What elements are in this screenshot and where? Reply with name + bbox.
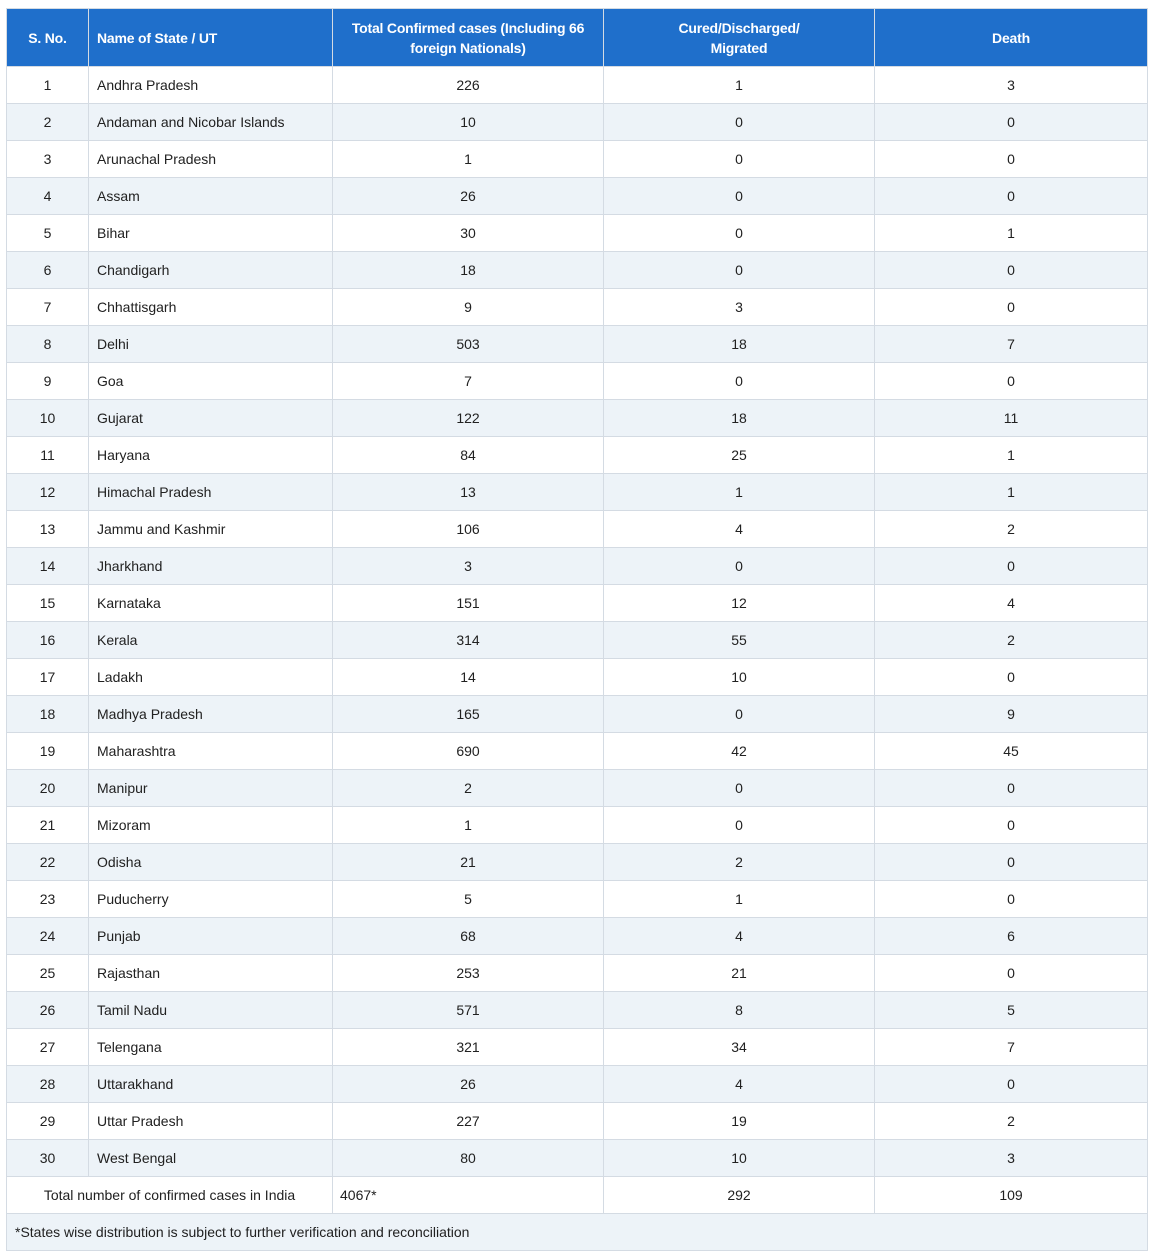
cell-sno: 2 bbox=[7, 104, 89, 141]
table-row bbox=[7, 1140, 1148, 1177]
table-row bbox=[7, 659, 1148, 696]
cell-state: Chandigarh bbox=[89, 252, 333, 289]
table-row bbox=[7, 363, 1148, 400]
cell-confirmed: 151 bbox=[333, 585, 604, 622]
note-row bbox=[7, 1214, 1148, 1251]
cell-confirmed: 253 bbox=[333, 955, 604, 992]
table-row bbox=[7, 67, 1148, 104]
cell-cured: 55 bbox=[604, 622, 875, 659]
cell-sno: 19 bbox=[7, 733, 89, 770]
cell-state: Jammu and Kashmir bbox=[89, 511, 333, 548]
table-row bbox=[7, 992, 1148, 1029]
cell-confirmed: 68 bbox=[333, 918, 604, 955]
cell-cured: 18 bbox=[604, 326, 875, 363]
table-row bbox=[7, 326, 1148, 363]
cell-cured: 0 bbox=[604, 696, 875, 733]
footnote: *States wise distribution is subject to further verification and reconciliation bbox=[7, 1214, 1148, 1251]
header-confirmed[interactable] bbox=[333, 9, 604, 67]
cell-death: 0 bbox=[875, 104, 1148, 141]
cell-cured: 1 bbox=[604, 474, 875, 511]
table-row bbox=[7, 807, 1148, 844]
cell-cured: 8 bbox=[604, 992, 875, 1029]
cell-sno: 30 bbox=[7, 1140, 89, 1177]
cell-sno: 17 bbox=[7, 659, 89, 696]
cell-state: Punjab bbox=[89, 918, 333, 955]
cell-state: Jharkhand bbox=[89, 548, 333, 585]
table-row bbox=[7, 511, 1148, 548]
cell-death: 2 bbox=[875, 511, 1148, 548]
cell-state: Haryana bbox=[89, 437, 333, 474]
table-row bbox=[7, 548, 1148, 585]
cell-death: 45 bbox=[875, 733, 1148, 770]
cell-confirmed: 314 bbox=[333, 622, 604, 659]
table-row bbox=[7, 215, 1148, 252]
cell-sno: 8 bbox=[7, 326, 89, 363]
cell-sno: 9 bbox=[7, 363, 89, 400]
cell-confirmed: 571 bbox=[333, 992, 604, 1029]
cell-state: Odisha bbox=[89, 844, 333, 881]
cell-confirmed: 30 bbox=[333, 215, 604, 252]
cell-cured: 42 bbox=[604, 733, 875, 770]
cell-confirmed: 690 bbox=[333, 733, 604, 770]
cell-death: 1 bbox=[875, 474, 1148, 511]
cell-cured: 1 bbox=[604, 881, 875, 918]
cell-sno: 21 bbox=[7, 807, 89, 844]
cell-death: 0 bbox=[875, 1066, 1148, 1103]
cell-sno: 25 bbox=[7, 955, 89, 992]
cell-cured: 3 bbox=[604, 289, 875, 326]
cell-cured: 19 bbox=[604, 1103, 875, 1140]
cell-cured: 0 bbox=[604, 215, 875, 252]
cell-cured: 0 bbox=[604, 141, 875, 178]
cell-death: 5 bbox=[875, 992, 1148, 1029]
cell-confirmed: 9 bbox=[333, 289, 604, 326]
cell-confirmed: 26 bbox=[333, 178, 604, 215]
cell-state: Andhra Pradesh bbox=[89, 67, 333, 104]
cell-confirmed: 1 bbox=[333, 807, 604, 844]
cell-confirmed: 2 bbox=[333, 770, 604, 807]
cell-cured: 0 bbox=[604, 770, 875, 807]
cell-death: 0 bbox=[875, 548, 1148, 585]
table-row bbox=[7, 437, 1148, 474]
cell-sno: 20 bbox=[7, 770, 89, 807]
cell-death: 0 bbox=[875, 770, 1148, 807]
cell-confirmed: 10 bbox=[333, 104, 604, 141]
cell-cured: 4 bbox=[604, 918, 875, 955]
cell-state: Kerala bbox=[89, 622, 333, 659]
cell-cured: 0 bbox=[604, 178, 875, 215]
cell-confirmed: 122 bbox=[333, 400, 604, 437]
cell-death: 0 bbox=[875, 363, 1148, 400]
cell-death: 0 bbox=[875, 659, 1148, 696]
cell-death: 0 bbox=[875, 881, 1148, 918]
table-header bbox=[7, 9, 1148, 67]
cell-state: Rajasthan bbox=[89, 955, 333, 992]
total-label: Total number of confirmed cases in India bbox=[7, 1177, 333, 1214]
cell-death: 0 bbox=[875, 252, 1148, 289]
table-row bbox=[7, 696, 1148, 733]
cell-death: 0 bbox=[875, 141, 1148, 178]
cell-cured: 4 bbox=[604, 1066, 875, 1103]
cell-cured: 0 bbox=[604, 807, 875, 844]
cell-sno: 15 bbox=[7, 585, 89, 622]
cell-state: Uttar Pradesh bbox=[89, 1103, 333, 1140]
header-row bbox=[7, 9, 1148, 67]
cell-death: 4 bbox=[875, 585, 1148, 622]
cell-sno: 24 bbox=[7, 918, 89, 955]
cell-sno: 5 bbox=[7, 215, 89, 252]
cell-confirmed: 503 bbox=[333, 326, 604, 363]
cell-state: Telengana bbox=[89, 1029, 333, 1066]
cell-confirmed: 14 bbox=[333, 659, 604, 696]
cell-state: Himachal Pradesh bbox=[89, 474, 333, 511]
cell-state: Tamil Nadu bbox=[89, 992, 333, 1029]
cell-confirmed: 84 bbox=[333, 437, 604, 474]
table-row bbox=[7, 585, 1148, 622]
cell-confirmed: 106 bbox=[333, 511, 604, 548]
table-row bbox=[7, 141, 1148, 178]
cell-confirmed: 21 bbox=[333, 844, 604, 881]
cell-state: Delhi bbox=[89, 326, 333, 363]
total-confirmed: 4067* bbox=[333, 1177, 604, 1214]
cell-cured: 18 bbox=[604, 400, 875, 437]
table-row bbox=[7, 881, 1148, 918]
cell-confirmed: 1 bbox=[333, 141, 604, 178]
cell-state: Gujarat bbox=[89, 400, 333, 437]
cell-state: Madhya Pradesh bbox=[89, 696, 333, 733]
covid-state-table-container bbox=[6, 8, 1147, 1251]
cell-cured: 10 bbox=[604, 1140, 875, 1177]
cell-state: Andaman and Nicobar Islands bbox=[89, 104, 333, 141]
cell-death: 9 bbox=[875, 696, 1148, 733]
cell-sno: 14 bbox=[7, 548, 89, 585]
table-row bbox=[7, 1066, 1148, 1103]
cell-confirmed: 80 bbox=[333, 1140, 604, 1177]
cell-sno: 3 bbox=[7, 141, 89, 178]
cell-sno: 16 bbox=[7, 622, 89, 659]
cell-death: 0 bbox=[875, 807, 1148, 844]
table-row bbox=[7, 622, 1148, 659]
cell-cured: 12 bbox=[604, 585, 875, 622]
cell-death: 11 bbox=[875, 400, 1148, 437]
table-row bbox=[7, 474, 1148, 511]
table-row bbox=[7, 104, 1148, 141]
cell-death: 3 bbox=[875, 1140, 1148, 1177]
table-body bbox=[7, 67, 1148, 1177]
cell-sno: 10 bbox=[7, 400, 89, 437]
cell-cured: 10 bbox=[604, 659, 875, 696]
table-row bbox=[7, 289, 1148, 326]
cell-cured: 2 bbox=[604, 844, 875, 881]
table-row bbox=[7, 400, 1148, 437]
cell-sno: 26 bbox=[7, 992, 89, 1029]
cell-state: Arunachal Pradesh bbox=[89, 141, 333, 178]
cell-cured: 0 bbox=[604, 104, 875, 141]
header-state[interactable]: Name of State / UT bbox=[89, 9, 333, 67]
cell-cured: 0 bbox=[604, 548, 875, 585]
table-row bbox=[7, 733, 1148, 770]
table-row bbox=[7, 1103, 1148, 1140]
cell-cured: 0 bbox=[604, 252, 875, 289]
cell-sno: 7 bbox=[7, 289, 89, 326]
cell-death: 1 bbox=[875, 437, 1148, 474]
cell-state: Maharashtra bbox=[89, 733, 333, 770]
cell-confirmed: 3 bbox=[333, 548, 604, 585]
cell-confirmed: 26 bbox=[333, 1066, 604, 1103]
header-cured[interactable] bbox=[604, 9, 875, 67]
header-sno[interactable]: S. No. bbox=[7, 9, 89, 67]
cell-sno: 27 bbox=[7, 1029, 89, 1066]
total-death: 109 bbox=[875, 1177, 1148, 1214]
cell-death: 3 bbox=[875, 67, 1148, 104]
cell-death: 7 bbox=[875, 1029, 1148, 1066]
cell-death: 1 bbox=[875, 215, 1148, 252]
cell-confirmed: 227 bbox=[333, 1103, 604, 1140]
cell-sno: 28 bbox=[7, 1066, 89, 1103]
cell-death: 0 bbox=[875, 178, 1148, 215]
cell-sno: 6 bbox=[7, 252, 89, 289]
cell-state: West Bengal bbox=[89, 1140, 333, 1177]
cell-state: Ladakh bbox=[89, 659, 333, 696]
cell-death: 0 bbox=[875, 955, 1148, 992]
cell-death: 0 bbox=[875, 289, 1148, 326]
cell-cured: 1 bbox=[604, 67, 875, 104]
cell-sno: 29 bbox=[7, 1103, 89, 1140]
cell-sno: 23 bbox=[7, 881, 89, 918]
cell-state: Mizoram bbox=[89, 807, 333, 844]
cell-cured: 4 bbox=[604, 511, 875, 548]
cell-cured: 21 bbox=[604, 955, 875, 992]
table-row bbox=[7, 770, 1148, 807]
total-row bbox=[7, 1177, 1148, 1214]
cell-death: 7 bbox=[875, 326, 1148, 363]
cell-sno: 13 bbox=[7, 511, 89, 548]
table-row bbox=[7, 1029, 1148, 1066]
cell-confirmed: 165 bbox=[333, 696, 604, 733]
cell-confirmed: 226 bbox=[333, 67, 604, 104]
header-confirmed-label: Total Confirmed cases (Including 66 foreign Nationals) bbox=[351, 19, 585, 56]
cell-state: Bihar bbox=[89, 215, 333, 252]
cell-death: 2 bbox=[875, 622, 1148, 659]
covid-state-table bbox=[6, 8, 1148, 1251]
cell-confirmed: 5 bbox=[333, 881, 604, 918]
cell-state: Assam bbox=[89, 178, 333, 215]
cell-sno: 4 bbox=[7, 178, 89, 215]
cell-death: 2 bbox=[875, 1103, 1148, 1140]
cell-sno: 22 bbox=[7, 844, 89, 881]
cell-confirmed: 18 bbox=[333, 252, 604, 289]
cell-state: Chhattisgarh bbox=[89, 289, 333, 326]
cell-confirmed: 13 bbox=[333, 474, 604, 511]
table-footer bbox=[7, 1177, 1148, 1251]
cell-state: Karnataka bbox=[89, 585, 333, 622]
cell-state: Goa bbox=[89, 363, 333, 400]
cell-death: 0 bbox=[875, 844, 1148, 881]
total-cured: 292 bbox=[604, 1177, 875, 1214]
cell-cured: 0 bbox=[604, 363, 875, 400]
cell-death: 6 bbox=[875, 918, 1148, 955]
table-row bbox=[7, 252, 1148, 289]
header-death[interactable]: Death bbox=[875, 9, 1148, 67]
cell-confirmed: 7 bbox=[333, 363, 604, 400]
table-row bbox=[7, 955, 1148, 992]
cell-sno: 11 bbox=[7, 437, 89, 474]
cell-state: Puducherry bbox=[89, 881, 333, 918]
cell-state: Uttarakhand bbox=[89, 1066, 333, 1103]
cell-sno: 1 bbox=[7, 67, 89, 104]
cell-cured: 34 bbox=[604, 1029, 875, 1066]
table-row bbox=[7, 918, 1148, 955]
cell-state: Manipur bbox=[89, 770, 333, 807]
cell-confirmed: 321 bbox=[333, 1029, 604, 1066]
header-cured-label: Cured/Discharged/ Migrated bbox=[678, 19, 800, 56]
cell-cured: 25 bbox=[604, 437, 875, 474]
cell-sno: 12 bbox=[7, 474, 89, 511]
table-row bbox=[7, 844, 1148, 881]
cell-sno: 18 bbox=[7, 696, 89, 733]
table-row bbox=[7, 178, 1148, 215]
